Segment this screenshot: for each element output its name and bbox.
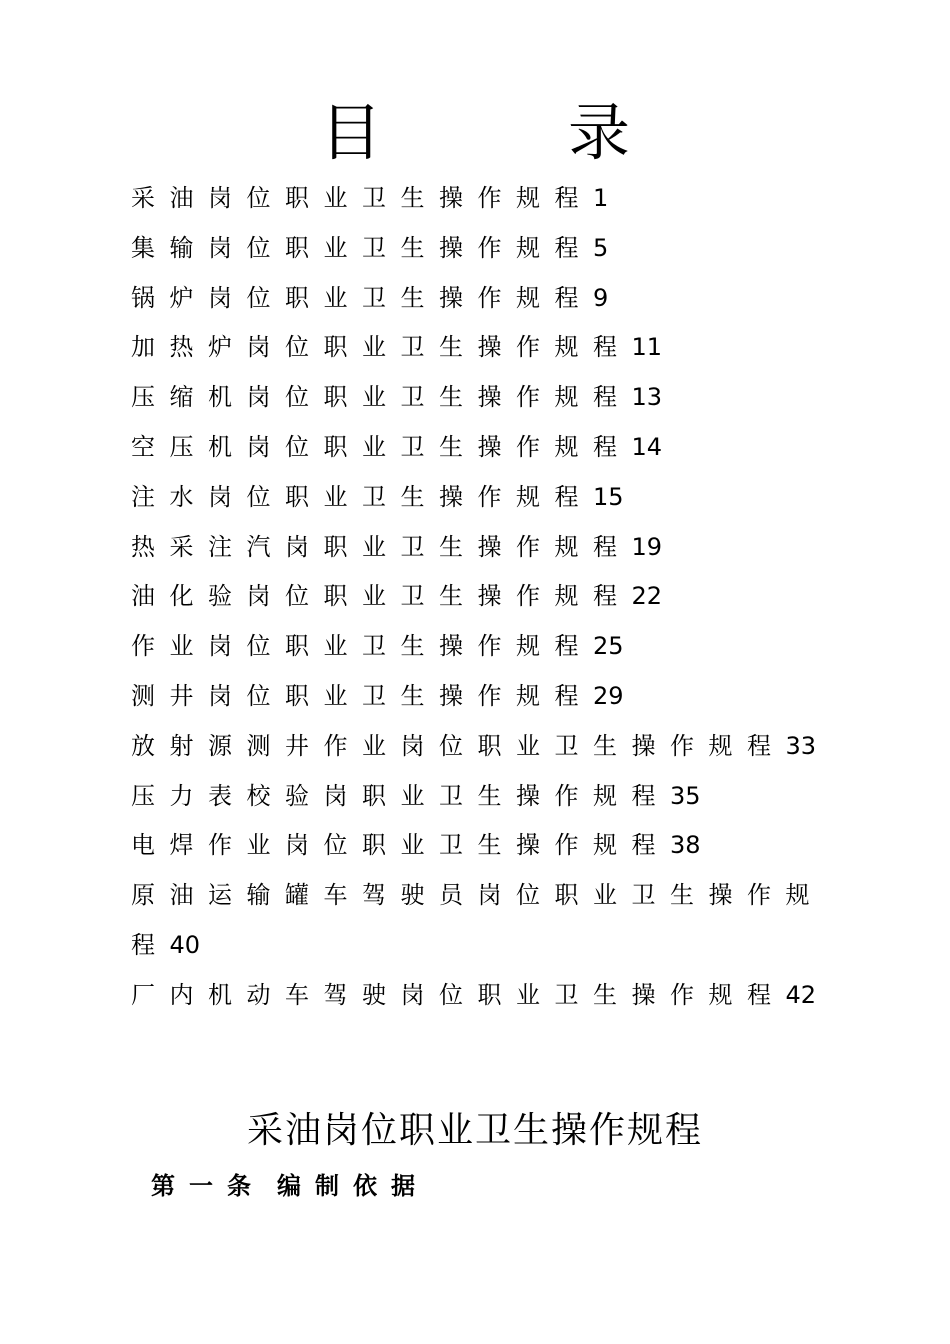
toc-item-page: 9 [593,283,609,312]
toc-item-page: 13 [631,383,663,412]
toc-item-page: 42 [785,980,817,1009]
toc-item-page: 40 [169,930,201,959]
toc-item-text: 锅炉岗位职业卫生操作规程 [131,283,593,312]
toc-item-page: 1 [593,184,609,212]
toc-item[interactable] [131,672,861,722]
toc-item[interactable] [131,523,861,573]
toc-item-text: 采油岗位职业卫生操作规程 [131,184,593,212]
toc-item[interactable] [131,821,861,871]
toc-list [131,174,861,1021]
toc-item-text: 测井岗位职业卫生操作规程 [131,681,593,710]
toc-item-text: 注水岗位职业卫生操作规程 [131,482,593,511]
toc-title: 目 录 [319,96,692,169]
toc-item-text: 作业岗位职业卫生操作规程 [131,632,593,661]
section-title: 采油岗位职业卫生操作规程 [246,1110,703,1151]
toc-item-text: 放射源测井作业岗位职业卫生操作规程 [131,731,786,760]
toc-item-text: 空压机岗位职业卫生操作规程 [131,432,632,461]
toc-item-page: 14 [631,432,663,461]
toc-item-page: 29 [593,681,624,710]
toc-item-text: 油化验岗位职业卫生操作规程 [131,582,632,611]
article-heading [151,1168,429,1204]
toc-item[interactable] [131,274,861,324]
toc-item-page: 15 [593,482,624,511]
toc-item[interactable] [131,572,861,622]
toc-item-text: 电焊作业岗位职业卫生操作规程 [131,831,670,860]
toc-item-page: 38 [670,831,701,860]
toc-item[interactable] [131,622,861,672]
toc-item[interactable] [131,772,861,822]
toc-item[interactable] [131,224,861,274]
toc-item-text: 集输岗位职业卫生操作规程 [131,233,593,262]
toc-item[interactable] [131,174,861,224]
toc-item-text: 原油运输罐车驾驶员岗位职业卫生操作规程 [131,881,824,959]
toc-item-text: 压缩机岗位职业卫生操作规程 [131,383,632,412]
toc-item-page: 22 [631,582,663,611]
toc-item[interactable] [131,473,861,523]
toc-item[interactable] [131,871,861,971]
toc-item-text: 加热炉岗位职业卫生操作规程 [131,333,632,362]
toc-item-page: 19 [631,532,663,561]
toc-item[interactable] [131,722,861,772]
toc-item[interactable] [131,971,861,1021]
toc-item-page: 33 [785,731,817,760]
article-title: 编制依据 [277,1172,429,1200]
toc-item[interactable] [131,323,861,373]
toc-item[interactable] [131,373,861,423]
article-number: 第一条 [151,1172,265,1200]
toc-item-page: 25 [593,632,624,661]
toc-item-text: 厂内机动车驾驶岗位职业卫生操作规程 [131,980,786,1009]
toc-item[interactable] [131,423,861,473]
toc-item-text: 热采注汽岗职业卫生操作规程 [131,532,632,561]
toc-item-page: 11 [631,333,663,362]
toc-item-text: 压力表校验岗职业卫生操作规程 [131,781,670,810]
toc-item-page: 5 [593,233,609,262]
toc-item-page: 35 [670,781,701,810]
